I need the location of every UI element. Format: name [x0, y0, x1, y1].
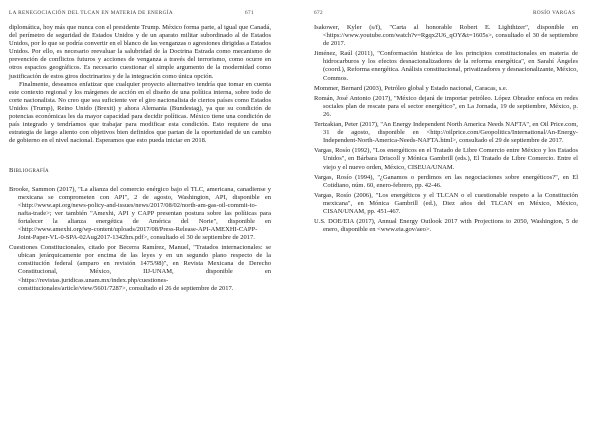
reference-entry: Isakower, Kyler (s/f), "Carta al honorable Robert E. Lighthizer", disponible en <https://www.youtube.com/watch?v=Rgqx2U6_qOY&t=1605s>, consultado el 30 de septiembre de 2017. [314, 24, 578, 48]
reference-entry: Brooke, Sammon (2017), "La alianza del comercio enérgico bajo el TLC, americana, canadiense y mexicana se comprometen con API", 2 de agosto, Washington, API, disponible en <http://www.api.org/news-policy-and-issues/news/2017/08/02/north-am-gas-oil-commit-to-nafta-trade>; ver también "Amexhi, API y CAPP presentan postura sobre las políticas para fortalecer la alianza energética de América del Norte", disponible en <http://www.amexhi.org/wp-content/uploads/2017/08/Press-Release-API-AMEXHI-CAPP-Joint-Paper-VL-0-SPA-02Aug2017-1342hrs.pdf>, consultado el 30 de septiembre de 2017. [9, 185, 271, 242]
body-paragraph: diplomática, hoy más que nunca con el presidente Trump. México forma parte, al igual que Canadá, del perímetro de seguridad de Estados Unidos y de un aparato militar subordinado al de Estados Unidos, por lo que se podría convertir en el blanco de las venganzas o agresiones dirigidas a Estados Unidos. Por ello, es necesario reevaluar la salubridad de la Doctrina Estrada como mecanismo de prevención de conflictos futuros y acciones de venganza a través del terrorismo, como ocurre en otros espacios geográficos. Es necesario cuestionar el simple argumento de la modernidad como justificación de estos giros doctrinarios y de la integración como única opción. [9, 24, 271, 80]
body-paragraph: Finalmente, deseamos enfatizar que cualquier proyecto alternativo tendría que tomar en cuenta este contexto regional y los márgenes de acción en el diseño de una política interna, sobre todo de corte nacionalista. No creo que sea suficiente ver el giro nacionalista de ciertos países como Estados Unidos (Trump), Reino Unido (Brexit) y ahora Alemania (Bundestag), ya que su condición de potencias económicas les da mayor capacidad para decidir políticas. México tiene una condición de país integrado y tendríamos que trabajar para modificar esta condición. Esto requiere de una estrategia de largo aliento con objetivos bien definidos que partan de la oportunidad de un cambio de gobierno en el nivel nacional. Esperamos que esto pueda iniciar en 2018. [9, 80, 271, 145]
reference-entry: Román, José Antonio (2017), "México dejará de importar petróleo. López Obrador enfoca en redes sociales plan de rescate para el sector energético", en La Jornada, 19 de septiembre, México, p. 26. [314, 94, 578, 118]
right-text-column [314, 24, 578, 234]
reference-entry: Cuestiones Constitucionales, citado por Becerra Ramírez, Manuel, "Tratados internacionales: se ubican jerárquicamente por encima de las leyes y en un segundo plano respecto de la constitución federal (amparo en revisión 1475/98)", en Revista Mexicana de Derecho Constitucional, México, IIJ-UNAM, disponible en <https://revistas.juridicas.unam.mx/index.php/cuestiones-constitucionales/article/view/5601/7287>, consultado el 26 de septiembre de 2017. [9, 244, 271, 292]
section-title: Bibliografía [9, 167, 49, 175]
reference-entry: U.S. DOE/EIA (2017), Annual Energy Outlook 2017 with Projections to 2050, Washington, 5 de enero, disponible en <www.eia.gov/aeo>. [314, 218, 578, 234]
running-header: ROSÍO VARGAS [533, 10, 576, 16]
reference-entry: Vargas, Rosío (2006), "Los energéticos y el TLCAN o el cuestionable respeto a la Constitución mexicana", en Mónica Gambrill (ed.), Diez años del TLCAN en México, México, CISAN/UNAM, pp. 451-467. [314, 191, 578, 215]
reference-entry: Mommer, Bernard (2003), Petróleo global y Estado nacional, Caracas, s.e. [314, 84, 508, 92]
reference-entry: Vargas, Rosío (1992), "Los energéticos en el Tratado de Libre Comercio entre México y los Estados Unidos", en Bárbara Driscoll y Mónica Gambrill (eds.), El Tratado de Libre Comercio. Entre el viejo y el nuevo orden, México, CISEUA/UNAM. [314, 147, 578, 171]
page-number: 672 [314, 10, 323, 16]
page-number: 671 [245, 10, 254, 16]
reference-entry: Jiménez, Raúl (2011), "Conformación histórica de los principios constitucionales en materia de hidrocarburos y los efectos desnacionalizadores de la reforma energética", en Sarahí Ángeles (coord.), Reforma energética. Análisis constitucional, privatizadores y desnacionalizante, México, Commos. [314, 50, 578, 82]
running-header: LA RENEGOCIACIÓN DEL TLCAN EN MATERIA DE ENERGÍA [9, 10, 174, 16]
reference-entry: Vargas, Rosío (1994), "¿Ganamos o perdimos en las negociaciones sobre energéticos?", en El Cotidiano, núm. 60, enero-febrero, pp. 42-46. [314, 173, 578, 189]
reference-entry: Tertzakian, Peter (2017), "An Energy Independent North America Needs NAFTA", en Oil Price.com, 31 de agosto, disponible en <http://oilprice.com/Geopolitics/International/An-Energy-Independent-North-America-Needs-NAFTA.html>, consultado el 29 de septiembre de 2017. [314, 121, 578, 145]
left-text-column [9, 24, 271, 293]
left-page [0, 0, 292, 431]
right-page [300, 0, 600, 431]
